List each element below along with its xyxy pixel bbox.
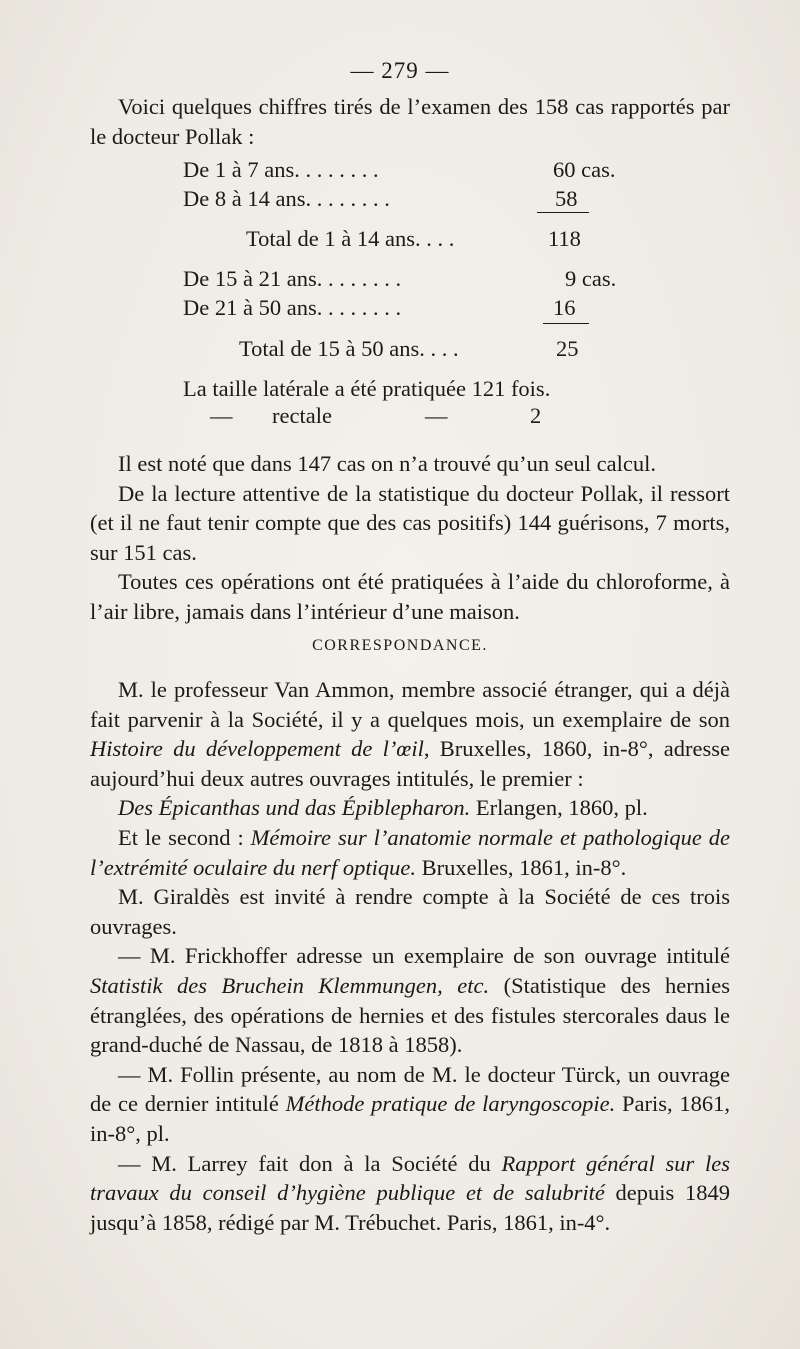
paragraph-van-ammon <box>90 675 730 793</box>
correspondance-paragraphs <box>90 675 730 1237</box>
total-row: Total de 15 à 50 ans. . . . <box>239 336 459 361</box>
taille-lateral-line: La taille latérale a été pratiquée 121 fois. <box>183 376 551 401</box>
book-title: Méthode pratique de laryngoscopie. <box>285 1091 616 1117</box>
table-value: 16 <box>553 295 576 320</box>
paragraph-larrey <box>90 1149 730 1238</box>
text-run: — M. Frickhoffer adresse un exemplaire de son ouvrage intitulé <box>118 943 730 969</box>
paragraph-follin <box>90 1060 730 1149</box>
page-number: — 279 — <box>350 58 450 83</box>
text-run: depuis 1849 jusqu’à 1858, rédigé par M. Trébuchet. Paris, 1861, in-4°. <box>90 1180 730 1235</box>
intro-paragraph <box>90 92 730 151</box>
book-title: Statistik des Bruchein Klemmungen, etc. <box>90 972 490 998</box>
taille-rectale-label: rectale <box>272 403 332 428</box>
table-row: De 1 à 7 ans. . . . . . . . <box>183 157 379 182</box>
total-value: 25 <box>556 336 579 361</box>
body-paragraphs <box>90 449 730 627</box>
toutes-paragraph: Toutes ces opérations ont été pratiquées à l’aide du chloroforme, à l’air libre, jamais dans l’intérieur d’une maison. <box>90 569 730 624</box>
taille-rectale-value: 2 <box>530 403 542 428</box>
lecture-paragraph: De la lecture attentive de la statistique du docteur Pollak, il ressort (et il ne faut tenir compte que des cas positifs) 144 guérisons, 7 morts, sur 151 cas. <box>90 480 730 565</box>
text-run: Paris, 1861, in-8°, pl. <box>90 1091 730 1146</box>
table-row: De 21 à 50 ans. . . . . . . . <box>183 295 402 320</box>
total-row: Total de 1 à 14 ans. . . . <box>246 226 455 251</box>
book-title: Mémoire sur l’anatomie normale et pathologique de l’extrémité oculaire du nerf optique. <box>90 824 730 880</box>
table-value: 58 <box>555 186 578 211</box>
table-row: De 15 à 21 ans. . . . . . . . <box>183 266 402 291</box>
text-run: Bruxelles, 1861, in-8°. <box>415 854 627 880</box>
sum-rule <box>537 212 589 213</box>
text-run: Erlangen, 1860, pl. <box>470 795 648 821</box>
section-heading: CORRESPONDANCE. <box>312 637 488 654</box>
text-run: Et le second : <box>118 824 251 850</box>
paragraph-giraldes: M. Giraldès est invité à rendre compte à la Société de ces trois ouvrages. <box>90 884 730 939</box>
text-run: — M. Follin présente, au nom de M. le docteur Türck, un ouvrage de ce dernier intitulé <box>90 1061 730 1117</box>
table-row: De 8 à 14 ans. . . . . . . . <box>183 186 390 211</box>
total-value: 118 <box>548 226 581 251</box>
book-title: Histoire du développement de l’œil <box>90 736 424 762</box>
paragraph-epicanthas <box>90 793 730 823</box>
intro-text: Voici quelques chiffres tirés de l’examen des 158 cas rapportés par le docteur Pollak : <box>90 94 730 149</box>
paragraph-frickhoffer <box>90 941 730 1059</box>
text-run: — M. Larrey fait don à la Société du <box>118 1150 502 1176</box>
book-title: Des Épicanthas und das Épiblepharon. <box>118 795 471 821</box>
ditto-dash: — <box>425 403 448 428</box>
ditto-dash: — <box>210 403 233 428</box>
text-run: , Bruxelles, 1860, in-8°, adresse aujourd’hui deux autres ouvrages intitulés, le premier : <box>90 736 730 791</box>
table-value: 60 cas. <box>553 157 616 182</box>
note-paragraph: Il est noté que dans 147 cas on n’a trouvé qu’un seul calcul. <box>118 451 656 476</box>
text-run: (Statistique des hernies étranglées, des opérations de hernies et des fistules stercorales daus le grand-duché de Nassau, de 1818 à 1858). <box>90 972 730 1058</box>
paragraph-memoire <box>90 823 730 882</box>
book-title: Rapport général sur les travaux du conseil d’hygiène publique et de salubrité <box>90 1150 730 1206</box>
text-run: M. le professeur Van Ammon, membre associé étranger, qui a déjà fait parvenir à la Société, il y a quelques mois, un exemplaire de son <box>90 677 730 732</box>
table-value: 9 cas. <box>565 266 617 291</box>
sum-rule <box>543 323 589 324</box>
